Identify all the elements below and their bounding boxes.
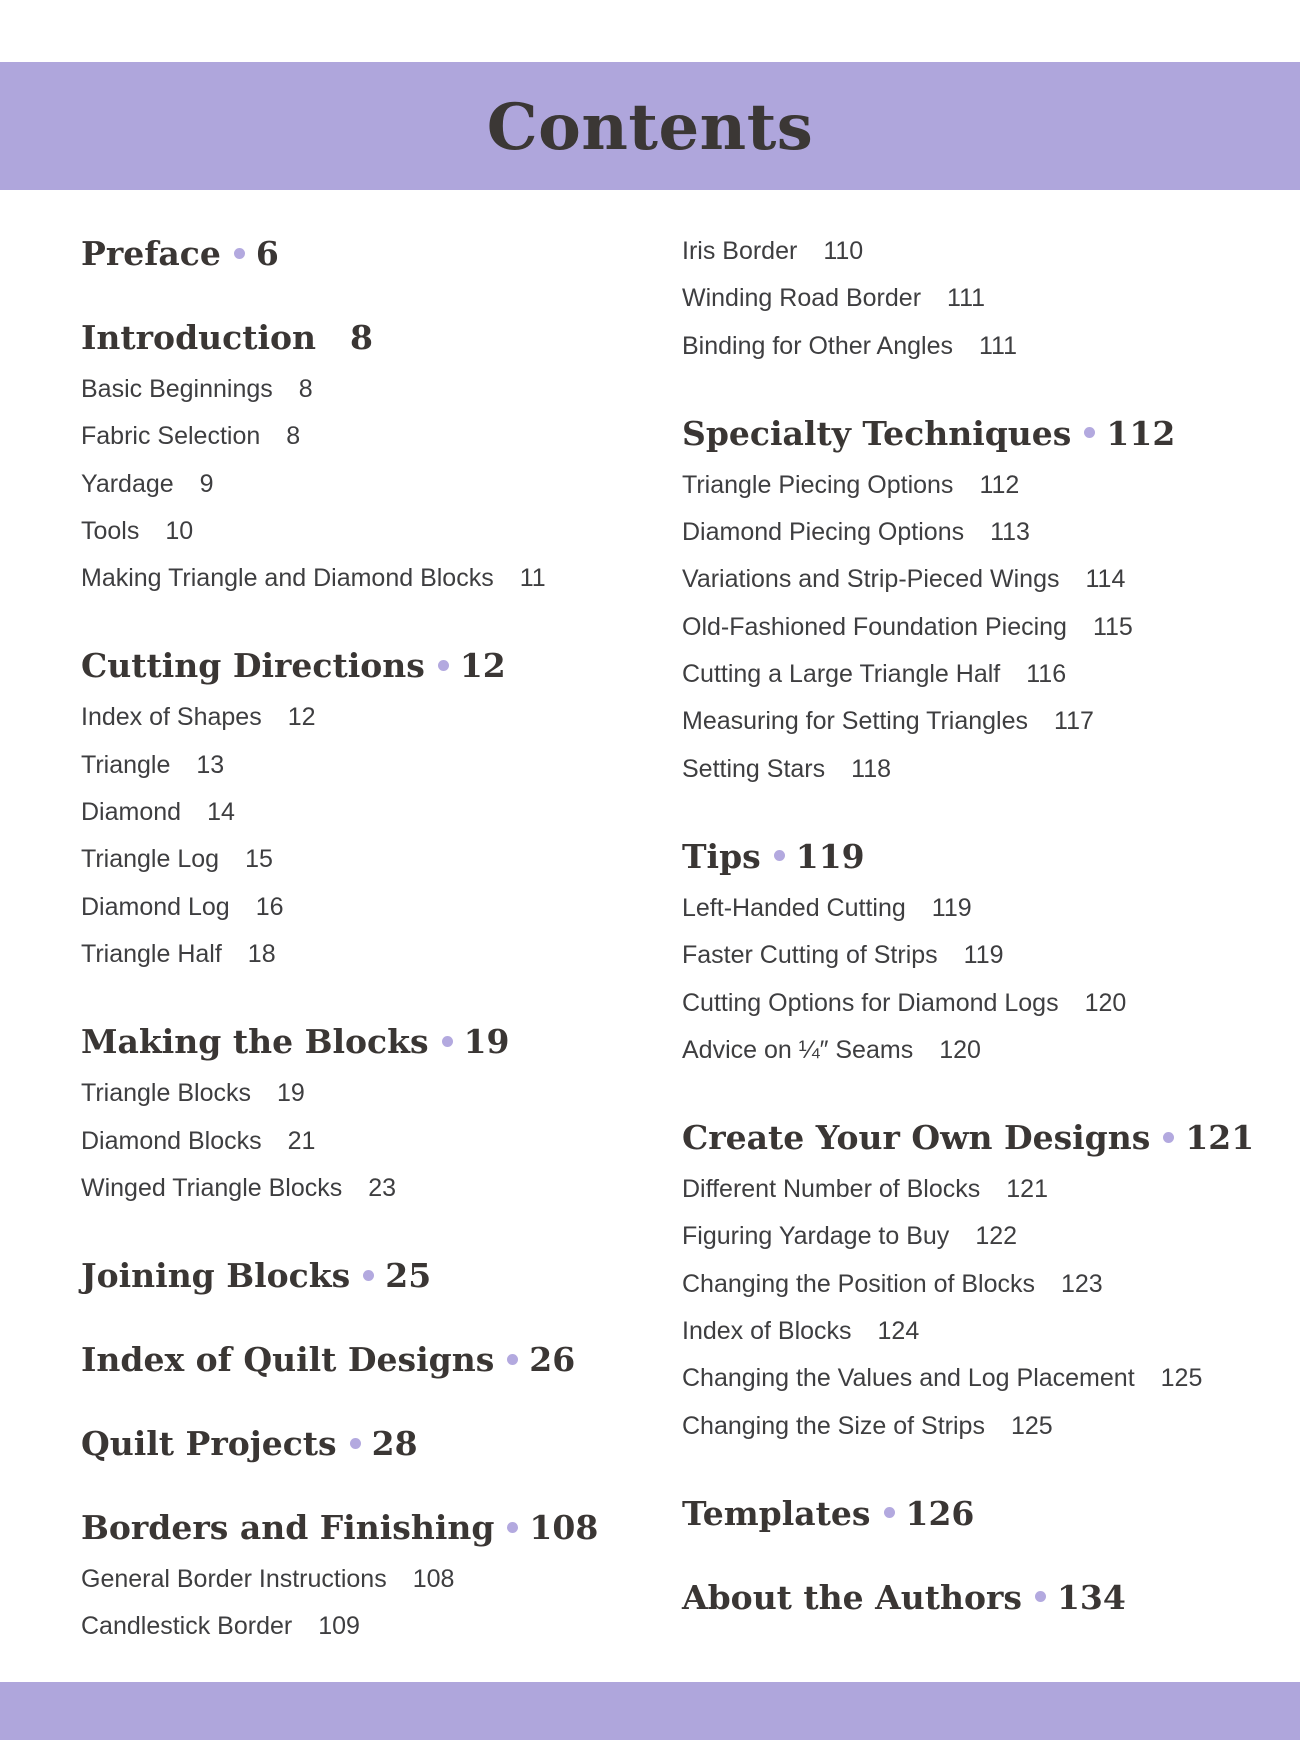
- heading-title: Joining Blocks: [81, 1256, 351, 1296]
- item-label: Winding Road Border: [682, 284, 922, 313]
- toc-item[interactable]: [81, 694, 641, 741]
- item-label: Faster Cutting of Strips: [682, 941, 938, 970]
- item-page: 13: [196, 750, 225, 779]
- toc-item[interactable]: [81, 555, 641, 602]
- bullet-dot-icon: [438, 660, 449, 671]
- item-page: 18: [247, 939, 276, 968]
- toc-heading-borders-and-finishing[interactable]: [81, 1500, 641, 1556]
- toc-heading-joining-blocks[interactable]: [81, 1248, 641, 1304]
- toc-item[interactable]: [81, 836, 641, 883]
- item-label: Diamond Blocks: [81, 1126, 262, 1155]
- bullet-dot-icon: [884, 1507, 895, 1518]
- toc-heading-quilt-projects[interactable]: [81, 1416, 641, 1472]
- toc-heading-create-your-own-designs[interactable]: [682, 1110, 1262, 1166]
- item-page: 122: [975, 1222, 1018, 1251]
- item-label: Changing the Values and Log Placement: [682, 1364, 1135, 1393]
- item-page: 125: [1010, 1411, 1053, 1440]
- item-page: 14: [207, 798, 235, 827]
- toc-item[interactable]: [682, 746, 1262, 793]
- item-label: Figuring Yardage to Buy: [682, 1222, 950, 1251]
- item-page: 11: [519, 564, 546, 593]
- item-page: 19: [276, 1079, 305, 1108]
- toc-item[interactable]: [682, 1355, 1262, 1402]
- item-label: Winged Triangle Blocks: [81, 1173, 343, 1202]
- heading-title: Create Your Own Designs: [682, 1118, 1151, 1158]
- bullet-dot-icon: [350, 1438, 361, 1449]
- item-label: Triangle Piecing Options: [682, 470, 954, 499]
- item-page: 123: [1061, 1269, 1103, 1298]
- toc-item[interactable]: [81, 1070, 641, 1117]
- toc-heading-specialty-techniques[interactable]: [682, 406, 1262, 462]
- item-page: 9: [199, 469, 214, 498]
- item-page: 10: [165, 516, 194, 545]
- item-label: Measuring for Setting Triangles: [682, 707, 1029, 736]
- toc-heading-index-of-quilt-designs[interactable]: [81, 1332, 641, 1388]
- heading-page: 8: [350, 318, 373, 357]
- item-label: Index of Blocks: [682, 1317, 852, 1346]
- heading-title: Specialty Techniques: [682, 413, 1072, 453]
- heading-title: Introduction: [81, 318, 317, 357]
- item-label: Setting Stars: [682, 754, 826, 783]
- item-page: 120: [1084, 988, 1127, 1017]
- item-label: Making Triangle and Diamond Blocks: [81, 564, 494, 593]
- item-page: 118: [851, 754, 891, 783]
- toc-heading-making-the-blocks[interactable]: [81, 1014, 641, 1070]
- toc-item[interactable]: [81, 366, 641, 413]
- toc-right-column: [682, 228, 1262, 1626]
- bullet-dot-icon: [1163, 1132, 1174, 1143]
- item-page: 111: [979, 331, 1018, 360]
- item-label: General Border Instructions: [81, 1565, 387, 1594]
- item-page: 15: [245, 845, 273, 874]
- toc-item[interactable]: [682, 275, 1262, 322]
- toc-item[interactable]: [682, 556, 1262, 603]
- heading-page: 134: [1056, 1577, 1126, 1617]
- item-label: Triangle Blocks: [81, 1079, 251, 1108]
- item-label: Cutting a Large Triangle Half: [682, 660, 1001, 689]
- toc-item[interactable]: [682, 1213, 1262, 1260]
- toc-heading-preface[interactable]: [81, 226, 641, 282]
- item-page: 119: [963, 941, 1004, 970]
- heading-page: 19: [463, 1022, 510, 1062]
- heading-page: 108: [529, 1508, 599, 1548]
- item-page: 121: [1006, 1175, 1048, 1204]
- item-label: Iris Border: [682, 237, 798, 265]
- item-page: 112: [979, 470, 1020, 499]
- toc-item[interactable]: [81, 931, 641, 978]
- item-label: Index of Shapes: [81, 703, 262, 732]
- bullet-dot-icon: [1035, 1591, 1046, 1602]
- toc-item[interactable]: [682, 604, 1262, 651]
- item-page: 114: [1085, 565, 1126, 594]
- item-page: 116: [1026, 660, 1067, 689]
- heading-page: 26: [529, 1340, 576, 1380]
- item-label: Cutting Options for Diamond Logs: [682, 988, 1059, 1017]
- item-label: Diamond Piecing Options: [682, 518, 965, 547]
- item-page: 23: [368, 1173, 397, 1202]
- toc-item[interactable]: [81, 742, 641, 789]
- bullet-dot-icon: [363, 1270, 374, 1281]
- heading-title: Quilt Projects: [81, 1424, 337, 1464]
- item-page: 115: [1092, 612, 1133, 641]
- heading-title: Cutting Directions: [81, 646, 425, 686]
- heading-page: 25: [385, 1256, 432, 1296]
- toc-heading-introduction[interactable]: [81, 310, 641, 366]
- item-label: Changing the Position of Blocks: [682, 1269, 1035, 1298]
- toc-item[interactable]: [81, 1603, 641, 1650]
- item-page: 117: [1054, 707, 1094, 736]
- heading-title: Making the Blocks: [81, 1022, 429, 1062]
- item-page: 21: [287, 1126, 316, 1155]
- item-page: 8: [286, 422, 301, 451]
- item-page: 12: [287, 703, 316, 732]
- item-page: 8: [298, 375, 313, 403]
- toc-item[interactable]: [682, 1308, 1262, 1355]
- heading-page: 119: [795, 836, 865, 876]
- heading-title: About the Authors: [682, 1577, 1022, 1617]
- item-label: Candlestick Border: [81, 1612, 293, 1641]
- heading-page: 121: [1185, 1118, 1255, 1158]
- item-page: 125: [1160, 1364, 1203, 1393]
- item-label: Binding for Other Angles: [682, 331, 953, 360]
- item-label: Changing the Size of Strips: [682, 1411, 985, 1440]
- bullet-dot-icon: [1084, 427, 1095, 438]
- heading-title: Preface: [81, 234, 221, 273]
- toc-item[interactable]: [682, 323, 1262, 370]
- item-page: 16: [255, 892, 284, 921]
- toc-heading-templates[interactable]: [682, 1486, 1262, 1542]
- toc-item[interactable]: [81, 789, 641, 836]
- item-page: 124: [877, 1317, 920, 1346]
- item-page: 119: [931, 893, 972, 922]
- toc-item[interactable]: [682, 462, 1262, 509]
- toc-heading-about-the-authors[interactable]: [682, 1570, 1262, 1626]
- toc-item[interactable]: [81, 508, 641, 555]
- item-page: 113: [990, 518, 1030, 547]
- item-label: Diamond: [81, 798, 182, 827]
- item-page: 110: [823, 237, 864, 265]
- toc-item[interactable]: [682, 509, 1262, 556]
- toc-item[interactable]: [682, 1403, 1262, 1450]
- toc-item[interactable]: [682, 698, 1262, 745]
- item-label: Triangle Half: [81, 939, 222, 968]
- item-page: 111: [947, 284, 986, 313]
- item-label: Diamond Log: [81, 892, 230, 921]
- bullet-dot-icon: [774, 850, 785, 861]
- toc-heading-cutting-directions[interactable]: [81, 638, 641, 694]
- toc-item[interactable]: [682, 932, 1262, 979]
- bullet-dot-icon: [507, 1354, 518, 1365]
- item-label: Fabric Selection: [81, 422, 261, 451]
- toc-heading-tips[interactable]: [682, 829, 1262, 885]
- heading-page: 112: [1106, 413, 1176, 453]
- item-label: Variations and Strip-Pieced Wings: [682, 565, 1060, 594]
- item-page: 109: [318, 1612, 360, 1641]
- toc-item[interactable]: [81, 1165, 641, 1212]
- item-label: Different Number of Blocks: [682, 1175, 981, 1204]
- heading-title: Borders and Finishing: [81, 1508, 495, 1548]
- footer-band: [0, 1682, 1300, 1740]
- toc-item[interactable]: [81, 1556, 641, 1603]
- item-page: 120: [939, 1035, 981, 1064]
- toc-item[interactable]: [682, 885, 1262, 932]
- toc-item[interactable]: [682, 980, 1262, 1027]
- bullet-dot-icon: [507, 1522, 518, 1533]
- toc-item[interactable]: [81, 1118, 641, 1165]
- heading-title: Templates: [682, 1493, 871, 1533]
- heading-page: 12: [459, 646, 506, 686]
- page-title: Contents: [486, 90, 814, 165]
- item-label: Tools: [81, 516, 140, 545]
- toc-item[interactable]: [81, 884, 641, 931]
- toc-item[interactable]: [682, 1027, 1262, 1074]
- item-label: Triangle: [81, 750, 171, 779]
- toc-item[interactable]: [81, 413, 641, 460]
- heading-title: Tips: [682, 836, 761, 876]
- heading-page: 126: [905, 1493, 975, 1533]
- bullet-dot-icon: [234, 248, 245, 259]
- toc-item[interactable]: [682, 1261, 1262, 1308]
- toc-left-column: [81, 226, 641, 1651]
- toc-item[interactable]: [81, 461, 641, 508]
- toc-item[interactable]: [682, 651, 1262, 698]
- item-label: Old-Fashioned Foundation Piecing: [682, 612, 1067, 641]
- item-label: Triangle Log: [81, 845, 220, 874]
- item-page: 108: [412, 1565, 455, 1594]
- toc-item[interactable]: [682, 228, 1262, 275]
- toc-item[interactable]: [682, 1166, 1262, 1213]
- item-label: Yardage: [81, 469, 174, 498]
- item-label: Left-Handed Cutting: [682, 893, 906, 922]
- heading-page: 28: [371, 1424, 418, 1464]
- bullet-dot-icon: [442, 1036, 453, 1047]
- item-label: Basic Beginnings: [81, 375, 273, 403]
- heading-title: Index of Quilt Designs: [81, 1340, 495, 1380]
- item-label: Advice on ¼″ Seams: [682, 1035, 914, 1064]
- heading-page: 6: [255, 234, 279, 273]
